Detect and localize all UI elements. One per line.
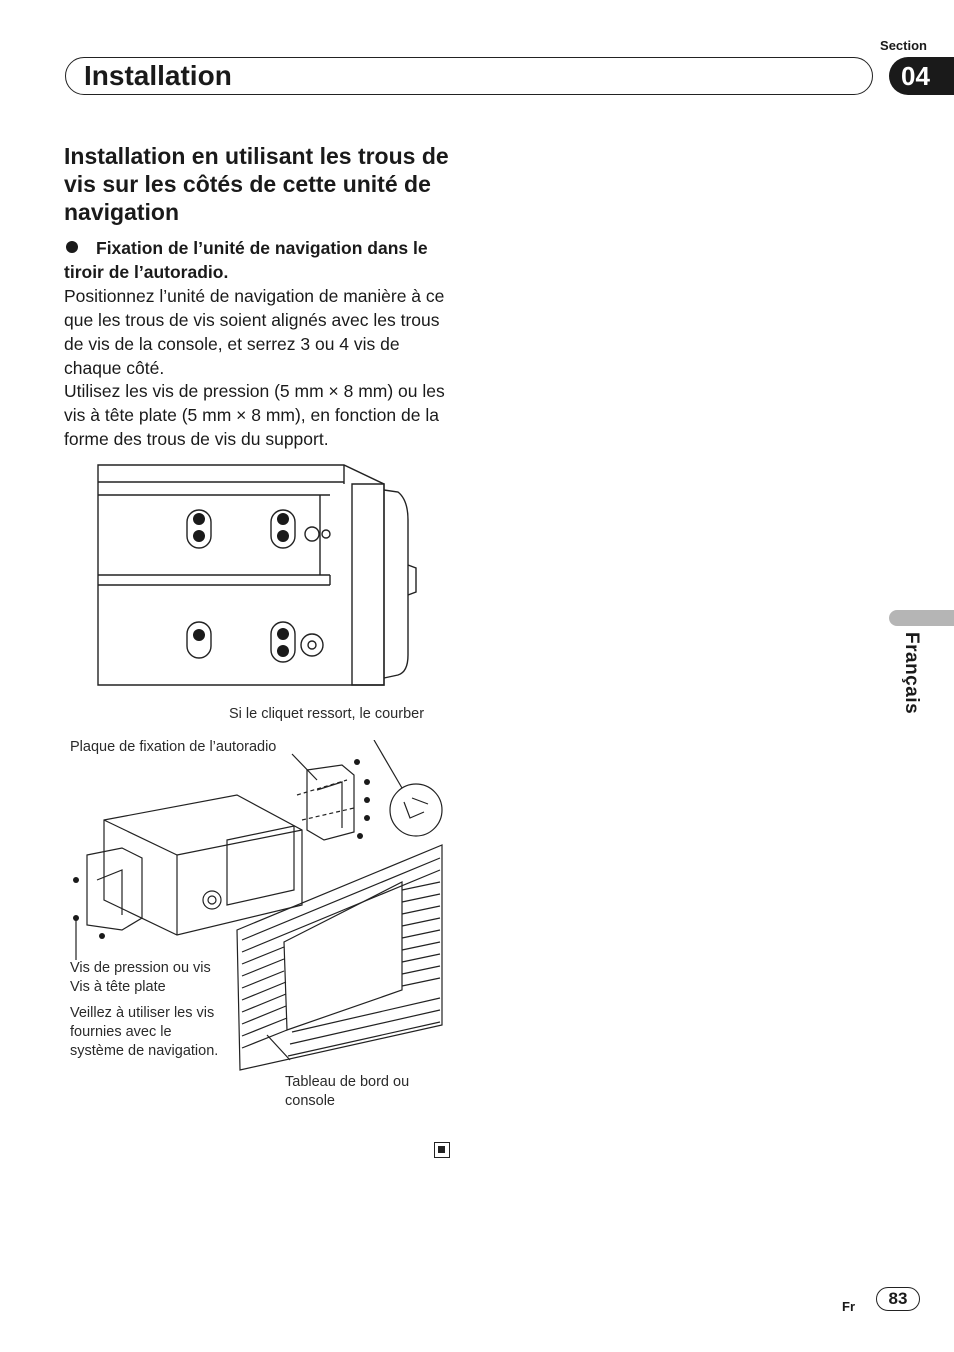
label-supplied-screws: Veillez à utiliser les vis fournies avec le système de navigation.	[70, 1005, 219, 1059]
language-label: Français	[901, 632, 922, 715]
page-number: 83	[876, 1287, 920, 1311]
bullet-heading: Fixation de l’unité de navigation dans le tiroir de l’autoradio.	[64, 238, 428, 282]
label-mounting-plate: Plaque de fixation de l’autoradio	[70, 739, 277, 755]
page-title: Installation	[84, 60, 232, 91]
label-spring-latch: Si le cliquet ressort, le courber	[229, 706, 425, 722]
language-tab	[889, 610, 954, 626]
paragraph-screws: Utilisez les vis de pression (5 mm × 8 mm) ou les vis à tête plate (5 mm × 8 mm), en fonction de la forme des trous de vis du support.	[64, 381, 445, 449]
footer-language-code: Fr	[842, 1299, 855, 1314]
section-label: Section	[880, 38, 927, 53]
section-number-badge: 04	[889, 57, 954, 95]
end-of-section-icon	[434, 1142, 450, 1158]
unit-side-view-diagram	[90, 460, 430, 692]
section-heading: Installation en utilisant les trous de vis sur les côtés de cette unité de navigation	[64, 143, 449, 225]
label-dashboard: Tableau de bord ou console	[285, 1074, 410, 1109]
label-screw-types: Vis de pression ou vis Vis à tête plate	[70, 960, 211, 995]
paragraph-positioning: Positionnez l’unité de navigation de manière à ce que les trous de vis soient alignés avec les trous de vis de la console, et serrez 3 ou 4 vis de chaque côté.	[64, 286, 445, 378]
